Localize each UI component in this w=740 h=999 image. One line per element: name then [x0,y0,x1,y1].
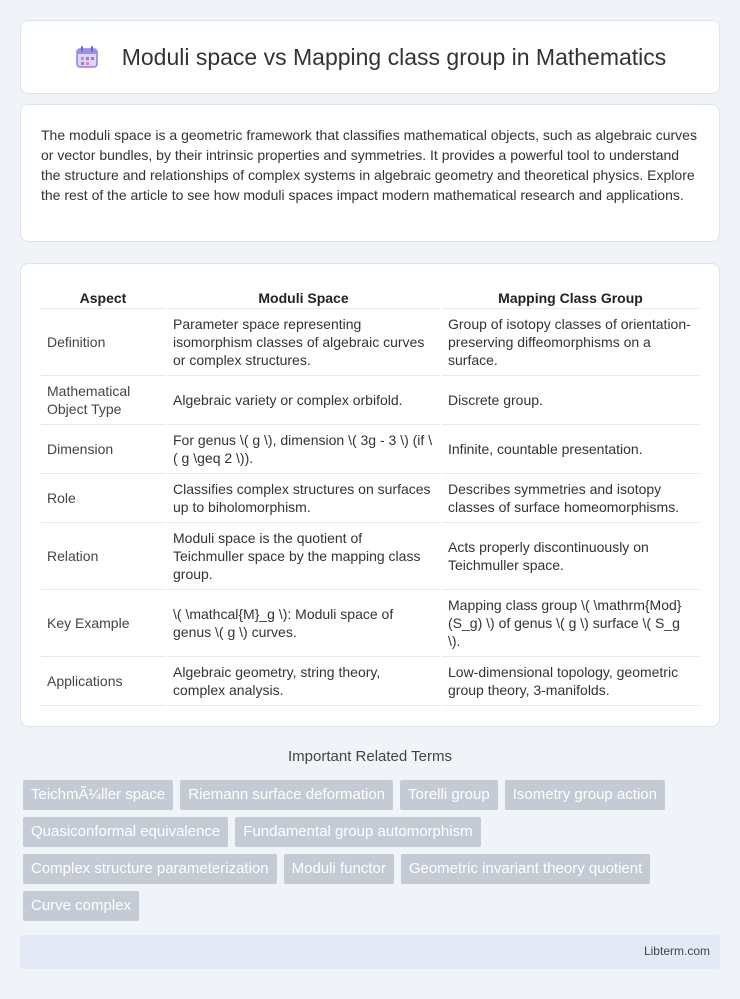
table-row [41,309,699,376]
related-term-tag[interactable]: Fundamental group automorphism [235,817,480,847]
header-moduli-space: Moduli Space [166,284,441,309]
mcg-cell: Describes symmetries and isotopy classes of surface homeomorphisms. [441,474,699,523]
footer [20,935,720,969]
table-header-row [41,284,699,309]
mcg-cell: Group of isotopy classes of orientation-preserving diffeomorphisms on a surface. [441,309,699,376]
moduli-cell: Classifies complex structures on surfaces up to biholomorphism. [166,474,441,523]
table-row [41,590,699,657]
related-term-tag[interactable]: Quasiconformal equivalence [23,817,228,847]
mcg-cell: Infinite, countable presentation. [441,425,699,474]
table-row [41,425,699,474]
aspect-cell: Role [41,474,166,523]
mcg-cell: Acts properly discontinuously on Teichmuller space. [441,523,699,590]
moduli-cell: Algebraic geometry, string theory, complex analysis. [166,657,441,706]
moduli-cell: Parameter space representing isomorphism classes of algebraic curves or complex structures. [166,309,441,376]
comparison-card [20,263,720,727]
moduli-cell: Moduli space is the quotient of Teichmuller space by the mapping class group. [166,523,441,590]
related-term-tag[interactable]: Complex structure parameterization [23,854,277,884]
header-aspect: Aspect [41,284,166,309]
related-term-tag[interactable]: Riemann surface deformation [180,780,393,810]
aspect-cell: Mathematical Object Type [41,376,166,425]
moduli-cell: \( \mathcal{M}_g \): Moduli space of genus \( g \) curves. [166,590,441,657]
related-term-tag[interactable]: Moduli functor [284,854,394,884]
table-row [41,376,699,425]
aspect-cell: Relation [41,523,166,590]
footer-site-link[interactable]: Libterm.com [643,944,710,958]
header-mapping-class-group: Mapping Class Group [441,284,699,309]
moduli-cell: For genus \( g \), dimension \( 3g - 3 \) (if \( g \geq 2 \)). [166,425,441,474]
related-term-tag[interactable]: Isometry group action [505,780,665,810]
aspect-cell: Key Example [41,590,166,657]
related-terms-title: Important Related Terms [288,748,452,765]
mcg-cell: Discrete group. [441,376,699,425]
related-term-tag[interactable]: TeichmÃ¼ller space [23,780,173,810]
table-row [41,474,699,523]
table-row [41,657,699,706]
calendar-icon [74,44,100,70]
intro-text: The moduli space is a geometric framework that classifies mathematical objects, such as algebraic curves or vector bundles, by their intrinsic properties and symmetries. It provides a powerful tool to understand the structure and relationships of complex systems in algebraic geometry and theoretical physics. Explore the rest of the article to see how moduli spaces impact modern mathematical research and applications. [41,127,697,203]
header-card [20,20,720,94]
related-term-tag[interactable]: Curve complex [23,891,139,921]
related-term-tag[interactable]: Geometric invariant theory quotient [401,854,650,884]
comparison-table [41,284,699,706]
related-terms-list [23,780,723,928]
table-row [41,523,699,590]
intro-card [20,104,720,242]
aspect-cell: Applications [41,657,166,706]
related-term-tag[interactable]: Torelli group [400,780,498,810]
aspect-cell: Dimension [41,425,166,474]
moduli-cell: Algebraic variety or complex orbifold. [166,376,441,425]
mcg-cell: Low-dimensional topology, geometric group theory, 3-manifolds. [441,657,699,706]
mcg-cell: Mapping class group \( \mathrm{Mod}(S_g) \) of genus \( g \) surface \( S_g \). [441,590,699,657]
page-title: Moduli space vs Mapping class group in Mathematics [121,43,667,70]
aspect-cell: Definition [41,309,166,376]
